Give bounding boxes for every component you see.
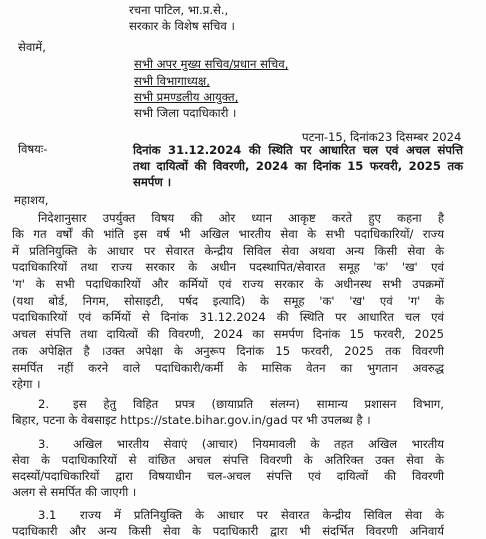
subject-line: दिनांक 31.12.2024 की स्थिति पर आधारित चल एवं अचल संपत्ति xyxy=(133,143,463,157)
para1-line: पदाधिकारियों तथा राज्य सरकार के अधीन पदस्थापित/सेवारत समूह 'क' 'ख' एवं xyxy=(12,260,444,274)
para1-line: अचल संपत्ति तथा दायित्वों की विवरणी, 2024 का समर्पण दिनांक 15 फरवरी, 2025 xyxy=(12,327,444,341)
recipient-line: सभी प्रमण्डलीय आयुक्त, xyxy=(134,90,239,104)
para2-line: इस हेतु विहित प्रपत्र (छायाप्रति संलग्न) सामान्य प्रशासन विभाग, xyxy=(73,397,444,411)
para1-line: (यथा बोर्ड, निगम, सोसाइटी, पर्षद इत्यादि) के समूह 'क' 'ख' एवं 'ग' के xyxy=(12,294,444,308)
para1-line: पदाधिकारियों एवं कर्मियों से दिनांक 31.12.2024 की स्थिति पर आधारित चल एवं xyxy=(12,310,444,324)
para31-number: 3.1 xyxy=(38,508,57,522)
sender-designation: सरकार के विशेष सचिव । xyxy=(129,19,235,33)
salutation: महाशय, xyxy=(14,193,49,207)
subject-label: विषयः- xyxy=(18,142,48,156)
para1-line: में प्रतिनियुक्ति के आधार पर सेवारत केन्द्रीय सिविल सेवा अथवा अन्य किसी सेवा के xyxy=(12,244,444,258)
para3-line: सदस्यों/पदाधिकारियों द्वारा विषयाधीन चल-अचल संपत्ति एवं दायित्वों की विवरणी xyxy=(12,469,444,483)
para2-number: 2. xyxy=(38,397,50,411)
subject-line: समर्पण । xyxy=(133,175,172,189)
recipient-line: सभी जिला पदाधिकारी । xyxy=(134,106,237,120)
recipient-line: सभी अपर मुख्य सचिव/प्रधान सचिव, xyxy=(134,57,289,71)
para1-line: कि गत वर्षों की भांति इस वर्ष भी अखिल भारतीय सेवा के सभी पदाधिकारियों/ राज्य xyxy=(12,227,444,241)
para3-line: अलग से समर्पित की जाएगी । xyxy=(12,485,137,499)
para1-line: समर्पित नहीं करने वाले पदाधिकारी/कर्मी के मासिक वेतन का भुगतान अवरुद्ध xyxy=(12,361,444,375)
para31-line: राज्य में प्रतिनियुक्ति के आधार पर सेवारत केन्द्रीय सिविल सेवा के xyxy=(80,508,444,522)
place-date: पटना-15, दिनांक23 दिसम्बर 2024 xyxy=(302,130,462,144)
recipients-label: सेवामें, xyxy=(18,40,46,54)
para1-line: तक अपेक्षित है ।उक्त अपेक्षा के अनुरूप दिनांक 15 फरवरी, 2025 तक विवरणी xyxy=(12,344,444,358)
para1-line: 'ग' के सभी पदाधिकारियों और कर्मियों एवं राज्य सरकार के अधीनस्थ सभी उपक्रमों xyxy=(12,277,444,291)
para31-line: पदाधिकारी और अन्य किसी सेवा के पदाधिकारी द्वारा भी संदर्भित विवरणी अनिवार्य xyxy=(12,524,444,538)
para3-number: 3. xyxy=(38,437,50,451)
subject-line: तथा दायित्वों की विवरणी, 2024 का दिनांक 15 फरवरी, 2025 तक xyxy=(133,159,463,173)
para2-line: बिहार, पटना के वेबसाइट https://state.bihar.gov.in/gad पर भी उपलब्ध है । xyxy=(12,413,371,427)
recipient-line: सभी विभागाध्यक्ष, xyxy=(134,74,210,88)
sender-name: रचना पाटिल, भा.प्र.से., xyxy=(129,3,229,17)
para3-line: सेवा के पदाधिकारियों से वांछित अचल संपत्ति विवरणी के अतिरिक्त उक्त सेवा के xyxy=(12,453,444,467)
para3-line: अखिल भारतीय सेवाएं (आचार) नियमावली के तहत अखिल भारतीय xyxy=(73,437,444,451)
para1-line: रहेगा । xyxy=(12,377,41,391)
para1-line: निदेशानुसार उपर्युक्त विषय की ओर ध्यान आकृष्ट करते हुए कहना है xyxy=(38,211,444,225)
